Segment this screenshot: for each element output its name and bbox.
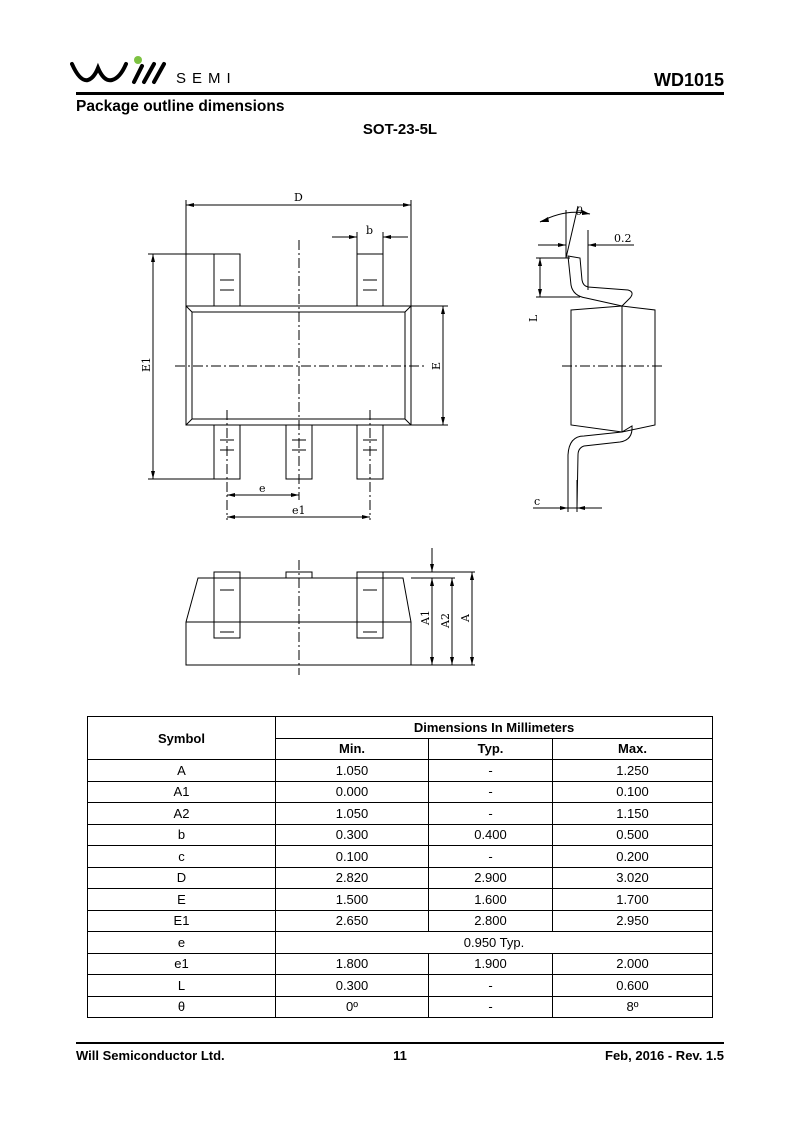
cell-typ: - [429, 803, 553, 825]
cell-min: 1.050 [276, 760, 429, 782]
cell-min: 1.050 [276, 803, 429, 825]
table-row [88, 932, 713, 954]
cell-symbol: L [88, 975, 276, 997]
cell-symbol: A2 [88, 803, 276, 825]
cell-typ: - [429, 760, 553, 782]
cell-min: 1.500 [276, 889, 429, 911]
cell-symbol: b [88, 824, 276, 846]
cell-max: 1.150 [553, 803, 713, 825]
label-E: E [430, 361, 443, 370]
table-row [88, 975, 713, 997]
cell-min: 0.300 [276, 975, 429, 997]
cell-max: 0.200 [553, 846, 713, 868]
cell-min: 0.300 [276, 824, 429, 846]
cell-min: 0.000 [276, 781, 429, 803]
cell-symbol: D [88, 867, 276, 889]
cell-max: 1.700 [553, 889, 713, 911]
footer-page-number: 11 [393, 1048, 407, 1063]
cell-symbol: θ [88, 996, 276, 1018]
group-header: Dimensions In Millimeters [276, 717, 713, 739]
label-D: D [294, 191, 303, 204]
cell-max: 0.600 [553, 975, 713, 997]
cell-typ: 1.600 [429, 889, 553, 911]
cell-symbol: e1 [88, 953, 276, 975]
footer-rule [76, 1042, 724, 1044]
cell-symbol: E [88, 889, 276, 911]
cell-merged: 0.950 Typ. [276, 932, 713, 954]
table-row [88, 803, 713, 825]
label-e: e [259, 482, 266, 495]
cell-typ: 2.800 [429, 910, 553, 932]
table-row [88, 889, 713, 911]
table-row [88, 953, 713, 975]
cell-typ: 2.900 [429, 867, 553, 889]
cell-max: 0.100 [553, 781, 713, 803]
cell-min: 2.650 [276, 910, 429, 932]
label-theta: θ [576, 205, 583, 218]
cell-typ: - [429, 996, 553, 1018]
cell-min: 0.100 [276, 846, 429, 868]
table-row [88, 996, 713, 1018]
label-b: b [366, 224, 374, 237]
col-header-typ: Typ. [429, 738, 553, 760]
col-header-min: Min. [276, 738, 429, 760]
cell-max: 3.020 [553, 867, 713, 889]
label-L: L [527, 314, 540, 322]
cell-max: 1.250 [553, 760, 713, 782]
table-row [88, 781, 713, 803]
cell-symbol: e [88, 932, 276, 954]
section-title: Package outline dimensions [76, 98, 285, 115]
label-A2: A2 [439, 613, 452, 628]
cell-typ: 0.400 [429, 824, 553, 846]
label-e1: e1 [292, 504, 306, 517]
table-row [88, 910, 713, 932]
col-header-max: Max. [553, 738, 713, 760]
logo-text: SEMI [176, 70, 237, 87]
label-E1: E1 [140, 356, 153, 372]
cell-max: 8º [553, 996, 713, 1018]
label-A: A [459, 614, 472, 622]
cell-symbol: c [88, 846, 276, 868]
package-name: SOT-23-5L [362, 121, 438, 138]
cell-symbol: A1 [88, 781, 276, 803]
cell-max: 0.500 [553, 824, 713, 846]
label-A1: A1 [419, 610, 432, 625]
cell-symbol: E1 [88, 910, 276, 932]
table-row [88, 760, 713, 782]
cell-typ: - [429, 781, 553, 803]
cell-max: 2.000 [553, 953, 713, 975]
cell-typ: 1.900 [429, 953, 553, 975]
label-tolerance: 0.2 [614, 232, 632, 245]
cell-max: 2.950 [553, 910, 713, 932]
footer-company: Will Semiconductor Ltd. [76, 1048, 225, 1063]
cell-typ: - [429, 975, 553, 997]
cell-symbol: A [88, 760, 276, 782]
dimensions-table [87, 716, 713, 1018]
cell-min: 1.800 [276, 953, 429, 975]
part-number: WD1015 [653, 70, 724, 90]
table-row [88, 867, 713, 889]
cell-min: 2.820 [276, 867, 429, 889]
cell-min: 0º [276, 996, 429, 1018]
footer-date-revision: Feb, 2016 - Rev. 1.5 [605, 1048, 724, 1063]
table-row [88, 846, 713, 868]
table-row [88, 824, 713, 846]
cell-typ: - [429, 846, 553, 868]
symbol-header: Symbol [88, 717, 276, 760]
label-c: c [534, 495, 541, 508]
